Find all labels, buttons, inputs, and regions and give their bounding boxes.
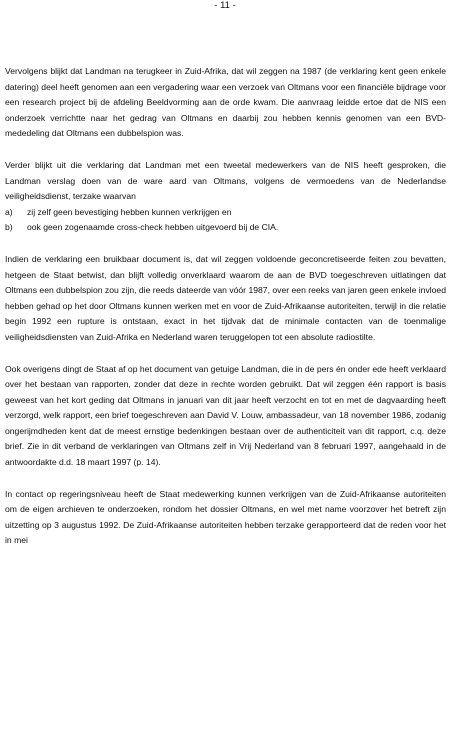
page-number: - 11 - xyxy=(214,0,236,11)
paragraph-government-contact: In contact op regeringsniveau heeft de Staat medewerking kunnen verkrijgen van de Zuid-Afrikaanse autoriteiten om de eigen archieven te onderzoeken, rondom het dossier Oltmans, en wel met name voorzover het betreft zijn uitzetting op 3 augustus 1992. De Zuid-Afrikaanse autoriteiten hebben terzake gerapporteerd dat de reden voor het in mei xyxy=(5,488,446,546)
list-item-text: ook geen zogenaamde cross-check hebben uitgevoerd bij de CIA. xyxy=(27,222,279,233)
paragraph-landman-return: Vervolgens blijkt dat Landman na terugkeer in Zuid-Afrika, dat wil zeggen na 1987 (de verklaring kent geen enkele datering) deel heeft genomen aan een vergadering waar een verzoek van Oltmans voor een financiële bijdrage voor een research project bij de afdeling Beeldvorming aan de orde kwam. Die aanvraag leidde ertoe dat de NIS een onderzoek verrichtte naar het gedrag van Oltmans en daarbij zou hebben kennis genomen van een BVD-mededeling dat Oltmans een dubbelspion was. xyxy=(5,66,446,139)
list-marker: b) xyxy=(5,222,13,233)
list-item xyxy=(5,220,446,236)
list-item-text: zij zelf geen bevestiging hebben kunnen verkrijgen en xyxy=(27,206,232,217)
list-marker: a) xyxy=(5,206,13,217)
paragraph-usable-document: Indien de verklaring een bruikbaar document is, dat wil zeggen voldoende geconcretiseerde feiten zou bevatten, hetgeen de Staat betwist, dan blijft volledig onverklaard waarom de aan de BVD toegeschreven uitlatingen dat Oltmans een dubbelspion zou zijn, die reeds dateerde van vóór 1987, over een reeks van jaren geen enkele invloed hebben gehad op het door Oltmans kunnen werken met en voor de Zuid-Afrikaanse autoriteiten, terwijl in die relatie begin 1992 een rupture is ontstaan, exact in het tijdvak dat de minimale contacten van de toenmalige veiligheidsdiensten van Zuid-Afrika en Nederland waren teruggelopen tot een absolute radiostilte. xyxy=(5,253,446,342)
paragraph-nis-employees: Verder blijkt uit die verklaring dat Landman met een tweetal medewerkers van de NIS heeft gesproken, die Landman verslag doen van de ware aard van Oltmans, volgens de vermoedens van de Nederlandse veiligheidsdienst, terzake waarvan xyxy=(5,159,446,202)
paragraph-state-objection: Ook overigens dingt de Staat af op het document van getuige Landman, die in de pers én onder ede heeft verklaard over het bestaan van rapporten, zonder dat deze in rechte worden gebruikt. Dat wil zeggen één rapport is basis geweest van het kort geding dat Oltmans in januari van dit jaar heeft verzocht en tot en met de dagvaarding heeft verzorgd, welk rapport, een brief toegeschreven aan David V. Louw, ambassadeur, van 18 november 1986, zodanig ongerijmdheden kent dat de meest ernstige bedenkingen bestaan over de authenticiteit van dit rapport, c.q. deze brief. Zie in dit verband de verklaringen van Oltmans zelf in Vrij Nederland van 8 februari 1997, aangehaald in de antwoordakte d.d. 18 maart 1997 (p. 14). xyxy=(5,363,446,468)
conditions-list xyxy=(5,205,446,236)
document-body xyxy=(5,64,446,565)
list-item xyxy=(5,205,446,221)
